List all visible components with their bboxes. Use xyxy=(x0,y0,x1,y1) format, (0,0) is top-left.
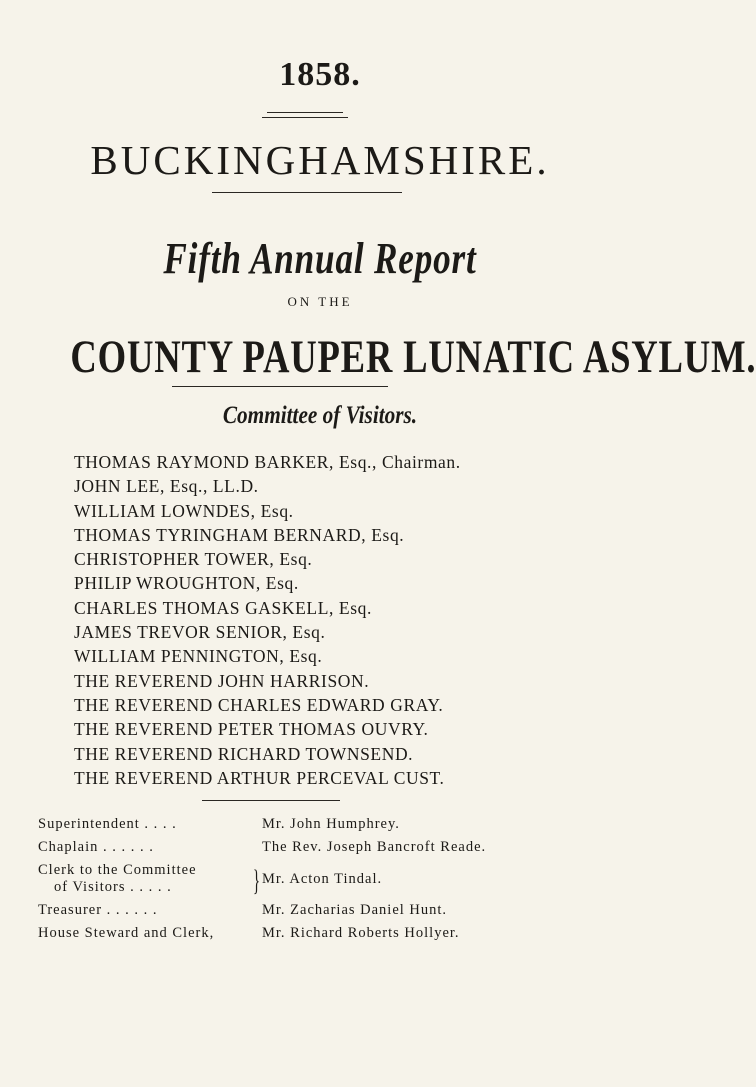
committee-member: THE REVEREND RICHARD TOWNSEND. xyxy=(74,743,414,764)
divider-rule-1 xyxy=(212,192,402,193)
brace-symbol: } xyxy=(252,864,261,897)
officer-row xyxy=(38,925,638,948)
officer-row xyxy=(38,839,638,862)
committee-member: CHARLES THOMAS GASKELL, Esq. xyxy=(74,597,372,618)
officer-title: Treasurer . . . . . . xyxy=(38,902,158,918)
committee-member: JOHN LEE, Esq., LL.D. xyxy=(74,476,259,497)
committee-member: THE REVEREND PETER THOMAS OUVRY. xyxy=(74,719,429,740)
report-title: Fifth Annual Report xyxy=(163,234,477,283)
officer-title-continued: of Visitors . . . . . xyxy=(54,879,172,895)
committee-member: CHRISTOPHER TOWER, Esq. xyxy=(74,549,313,570)
officer-title: House Steward and Clerk, xyxy=(38,925,215,941)
committee-heading: Committee of Visitors. xyxy=(222,402,418,429)
committee-member: WILLIAM LOWNDES, Esq. xyxy=(74,500,294,521)
committee-member: THE REVEREND JOHN HARRISON. xyxy=(74,670,370,691)
officer-row xyxy=(38,862,638,902)
officer-name: Mr. John Humphrey. xyxy=(262,816,400,832)
year-heading: 1858. xyxy=(279,56,361,93)
committee-member: WILLIAM PENNINGTON, Esq. xyxy=(74,646,323,667)
divider-rule-3 xyxy=(202,800,340,801)
committee-member: THE REVEREND CHARLES EDWARD GRAY. xyxy=(74,694,444,715)
double-rule-bottom xyxy=(262,117,348,118)
officer-name: The Rev. Joseph Bancroft Reade. xyxy=(262,839,487,855)
officer-name: Mr. Zacharias Daniel Hunt. xyxy=(262,902,448,918)
officer-title: Superintendent . . . . xyxy=(38,816,177,832)
committee-member: PHILIP WROUGHTON, Esq. xyxy=(74,573,299,594)
committee-member: THOMAS TYRINGHAM BERNARD, Esq. xyxy=(74,524,405,545)
officer-row xyxy=(38,902,638,925)
officer-name: Mr. Acton Tindal. xyxy=(262,871,383,887)
committee-member: JAMES TREVOR SENIOR, Esq. xyxy=(74,622,326,643)
officers-list xyxy=(38,816,638,948)
officer-title: Clerk to the Committee xyxy=(38,862,197,878)
committee-member: THE REVEREND ARTHUR PERCEVAL CUST. xyxy=(74,767,445,788)
committee-member: THOMAS RAYMOND BARKER, Esq., Chairman. xyxy=(74,452,461,472)
county-heading: BUCKINGHAMSHIRE. xyxy=(90,137,550,183)
officer-name: Mr. Richard Roberts Hollyer. xyxy=(262,925,460,941)
officer-row xyxy=(38,816,638,839)
officer-title: Chaplain . . . . . . xyxy=(38,839,154,855)
divider-rule-2 xyxy=(172,386,388,387)
double-rule-top xyxy=(267,112,343,113)
asylum-heading: COUNTY PAUPER LUNATIC ASYLUM. xyxy=(70,331,756,383)
committee-member-list xyxy=(74,450,461,790)
on-the-text: ON THE xyxy=(287,294,353,309)
